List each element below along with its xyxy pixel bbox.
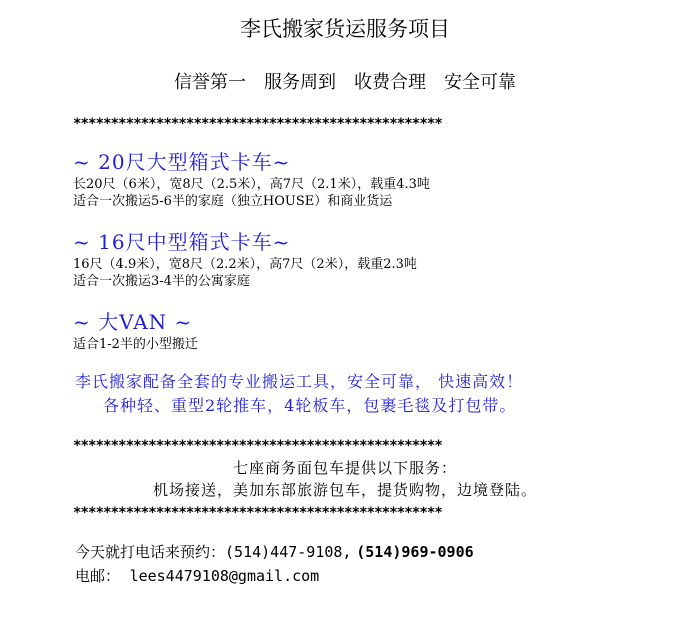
vehicle-use-20ft: 适合一次搬运5-6半的家庭（独立HOUSE）和商业货运 [73,194,393,209]
slogan-line [0,74,690,92]
vehicle-title-16ft: ~ 16尺中型箱式卡车~ [73,230,291,254]
email-label: 电邮： [75,567,121,585]
phone-label: 今天就打电话来预约： [75,543,226,561]
services-list: 机场接送，美加东部旅游包车，提货购物，边境登陆。 [152,481,537,499]
email-address[interactable]: lees4479108@gmail.com [129,567,320,585]
divider-middle: ************************************************* [73,438,442,454]
vehicle-title-van: ~ 大VAN ~ [73,310,193,334]
contact-email-line [75,569,319,584]
phone-number-2[interactable]: (514)969-0906 [356,543,474,561]
vehicle-use-16ft: 适合一次搬运3-4半的公寓家庭 [73,274,250,289]
contact-phone-line [75,545,474,560]
divider-bottom: ************************************************* [73,505,442,521]
vehicle-spec-20ft: 长20尺（6米），宽8尺（2.5米），高7尺（2.1米），载重4.3吨 [73,177,430,192]
slogan-2: 服务周到 [264,72,336,93]
promo-line-2: 各种轻、重型2轮推车，4轮板车，包裹毛毯及打包带。 [103,396,517,415]
promo-line-1: 李氏搬家配备全套的专业搬运工具，安全可靠， 快速高效！ [75,372,524,391]
divider-top: ************************************************* [73,116,442,132]
vehicle-spec-16ft: 16尺（4.9米），宽8尺（2.2米），高7尺（2米），载重2.3吨 [73,257,417,272]
slogan-3: 收费合理 [354,72,426,93]
phone-number-1[interactable]: (514)447-9108, [225,543,352,561]
slogan-1: 信誉第一 [174,72,246,93]
vehicle-use-van: 适合1-2半的小型搬迁 [73,337,198,352]
page-title: 李氏搬家货运服务项目 [240,17,450,41]
services-heading: 七座商务面包车提供以下服务： [232,459,457,477]
slogan-4: 安全可靠 [444,72,516,93]
vehicle-title-20ft: ~ 20尺大型箱式卡车~ [73,150,291,174]
